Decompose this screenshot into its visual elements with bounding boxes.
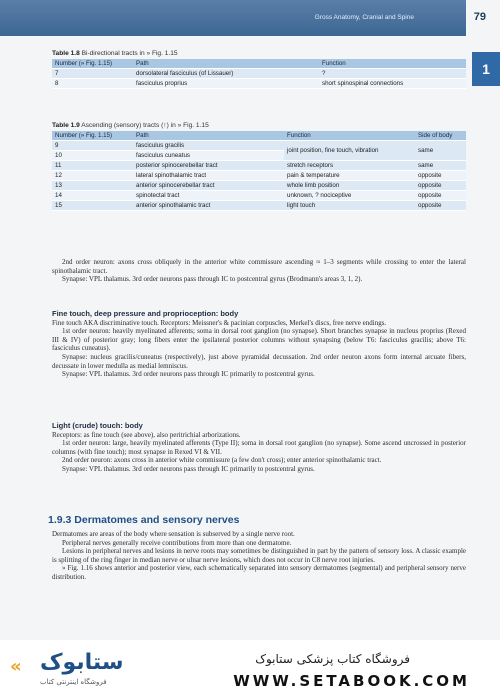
section-light-touch <box>52 422 466 474</box>
table-cell: 13 <box>52 181 133 191</box>
paragraph: Receptors: as fine touch (see above), also peritrichial arborizations. <box>52 430 241 439</box>
paragraph: Peripheral nerves generally receive contributions from more than one dermatome. <box>62 538 292 547</box>
paragraph: Dermatomes are areas of the body where sensation is subserved by a single nerve root. <box>52 530 295 538</box>
paragraph: 2nd order neuron: axons cross obliquely in the anterior white commissure ascending ≈ 1–3 segments while crossing to enter the lateral spinothalamic tract. <box>52 258 466 275</box>
table-cell: 8 <box>52 79 133 89</box>
table-cell: unknown, ? nociceptive <box>284 191 415 201</box>
table-header-cell: Path <box>133 131 284 141</box>
table-cell: opposite <box>415 181 466 191</box>
running-header-bar <box>0 0 466 36</box>
table-1-9-grid <box>52 131 466 211</box>
section-heading: Light (crude) touch: body <box>52 421 143 430</box>
store-name: فروشگاه کتاب پزشکی ستابوک <box>255 652 410 666</box>
table-cell: whole limb position <box>284 181 415 191</box>
table-cell: 11 <box>52 161 133 171</box>
table-cell: same <box>415 141 466 161</box>
table-cell: posterior spinocerebellar tract <box>133 161 284 171</box>
table-header-cell: Path <box>133 59 319 69</box>
chapter-tab-label: 1 <box>482 61 490 77</box>
chapter-tab <box>472 52 500 86</box>
paragraph: Fine touch AKA discriminative touch. Receptors: Meissner's & pacinian corpuscles, Merkel's discs, free nerve endings. <box>52 318 387 327</box>
page-number: 79 <box>473 11 486 23</box>
table-cell: anterior spinothalamic tract <box>133 201 284 211</box>
table-cell: ? <box>319 69 466 79</box>
table-1-9 <box>52 122 466 211</box>
section-dermatomes <box>52 530 466 582</box>
table-cell: lateral spinothalamic tract <box>133 171 284 181</box>
table-cell: 7 <box>52 69 133 79</box>
store-logo <box>10 650 125 690</box>
table-cell: pain & temperature <box>284 171 415 181</box>
table-cell: light touch <box>284 201 415 211</box>
table-row <box>52 69 466 79</box>
table-row <box>52 181 466 191</box>
table-cell: fasciculus cuneatus <box>133 151 284 161</box>
table-1-8-grid <box>52 59 466 89</box>
table-cell: stretch receptors <box>284 161 415 171</box>
table-row <box>52 171 466 181</box>
table-header-cell: Function <box>319 59 466 69</box>
paragraph: Synapse: VPL thalamus. 3rd order neurons pass through IC primarily to postcentral gyrus. <box>62 370 315 379</box>
table-1-9-caption: Table 1.9 Ascending (sensory) tracts (↑) in » Fig. 1.15 <box>52 122 209 129</box>
table-1-8-caption: Table 1.8 Bi-directional tracts in » Fig. 1.15 <box>52 50 178 57</box>
table-1-8 <box>52 50 466 89</box>
table-header-cell: Number (» Fig. 1.15) <box>52 59 133 69</box>
table-header-cell: Side of body <box>415 131 466 141</box>
store-url[interactable]: WWW.SETABOOK.COM <box>233 672 470 690</box>
table-cell: joint position, fine touch, vibration <box>284 141 415 161</box>
table-cell: 9 <box>52 141 133 151</box>
paragraph: Synapse: VPL thalamus. 3rd order neurons pass through IC primarily to postcentral gyrus. <box>62 464 315 473</box>
paragraph: Lesions in peripheral nerves and lesions in nerve roots may sometimes be distinguished in part by the pattern of sensory loss. A classic example is splitting of the ring finger in median nerve or ulnar nerve lesions, which does not occur in C8 nerve root injuries. <box>52 547 466 564</box>
paragraph: Synapse: nucleus gracilis/cuneatus (respectively), just above pyramidal decussation. 2nd order neuron axons form internal arcuate fibers, decussate in lower medulla as medial lemniscus. <box>52 352 466 370</box>
table-header-cell: Number (» Fig. 1.15) <box>52 131 133 141</box>
chevron-logo-icon: « <box>10 656 22 677</box>
table-cell: opposite <box>415 171 466 181</box>
section-1-9-3-heading: 1.9.3 Dermatomes and sensory nerves <box>48 514 240 526</box>
section-fine-touch <box>52 310 466 379</box>
table-row <box>52 79 466 89</box>
table-cell: fasciculus proprius <box>133 79 319 89</box>
table-cell: opposite <box>415 191 466 201</box>
table-row <box>52 161 466 171</box>
logo-word: ستابوک <box>40 650 124 675</box>
table-cell: anterior spinocerebellar tract <box>133 181 284 191</box>
logo-subtitle: فروشگاه اینترنتی کتاب <box>40 678 107 686</box>
intro-paragraphs <box>52 258 466 284</box>
table-row <box>52 201 466 211</box>
table-cell: 12 <box>52 171 133 181</box>
table-cell: 15 <box>52 201 133 211</box>
table-cell: opposite <box>415 201 466 211</box>
paragraph: Synapse: VPL thalamus. 3rd order neurons pass through IC to postcentral gyrus (Brodmann's areas 3, 1, 2). <box>62 275 363 284</box>
table-row <box>52 191 466 201</box>
table-cell: 10 <box>52 151 133 161</box>
table-cell: spinotectal tract <box>133 191 284 201</box>
table-cell: short spinospinal connections <box>319 79 466 89</box>
table-header-cell: Function <box>284 131 415 141</box>
watermark-footer <box>0 640 500 700</box>
section-heading: Fine touch, deep pressure and proprioception: body <box>52 309 239 318</box>
table-cell: same <box>415 161 466 171</box>
table-cell: fasciculus gracilis <box>133 141 284 151</box>
table-cell: dorsolateral fasciculus (of Lissauer) <box>133 69 319 79</box>
paragraph: » Fig. 1.16 shows anterior and posterior view, each schematically separated into sensory dermatomes (segmental) and peripheral sensory nerve distribution. <box>52 564 466 581</box>
table-cell: 14 <box>52 191 133 201</box>
paragraph: 2nd order neuron: axons cross in anterior white commissure (a few don't cross); enter anterior spinothalamic tract. <box>62 456 382 465</box>
paragraph: 1st order neuron: large, heavily myelinated afferents (Type II); soma in dorsal root ganglion (no synapse). Some ascend uncrossed in posterior columns (with fine touch); most synapse in Rexed VI & VII. <box>52 439 466 456</box>
paragraph: 1st order neuron: heavily myelinated afferents; soma in dorsal root ganglion (no synapse). Short branches synapse in nucleus proprius (Rexed III & IV) of posterior gray; long fibers enter the ipsilateral posterior columns without synapsing (below T6: fasciculus gracilis; above T6: fasciculus cuneatus). <box>52 327 466 353</box>
table-row <box>52 141 466 151</box>
running-header-title: Gross Anatomy, Cranial and Spine <box>314 14 414 21</box>
